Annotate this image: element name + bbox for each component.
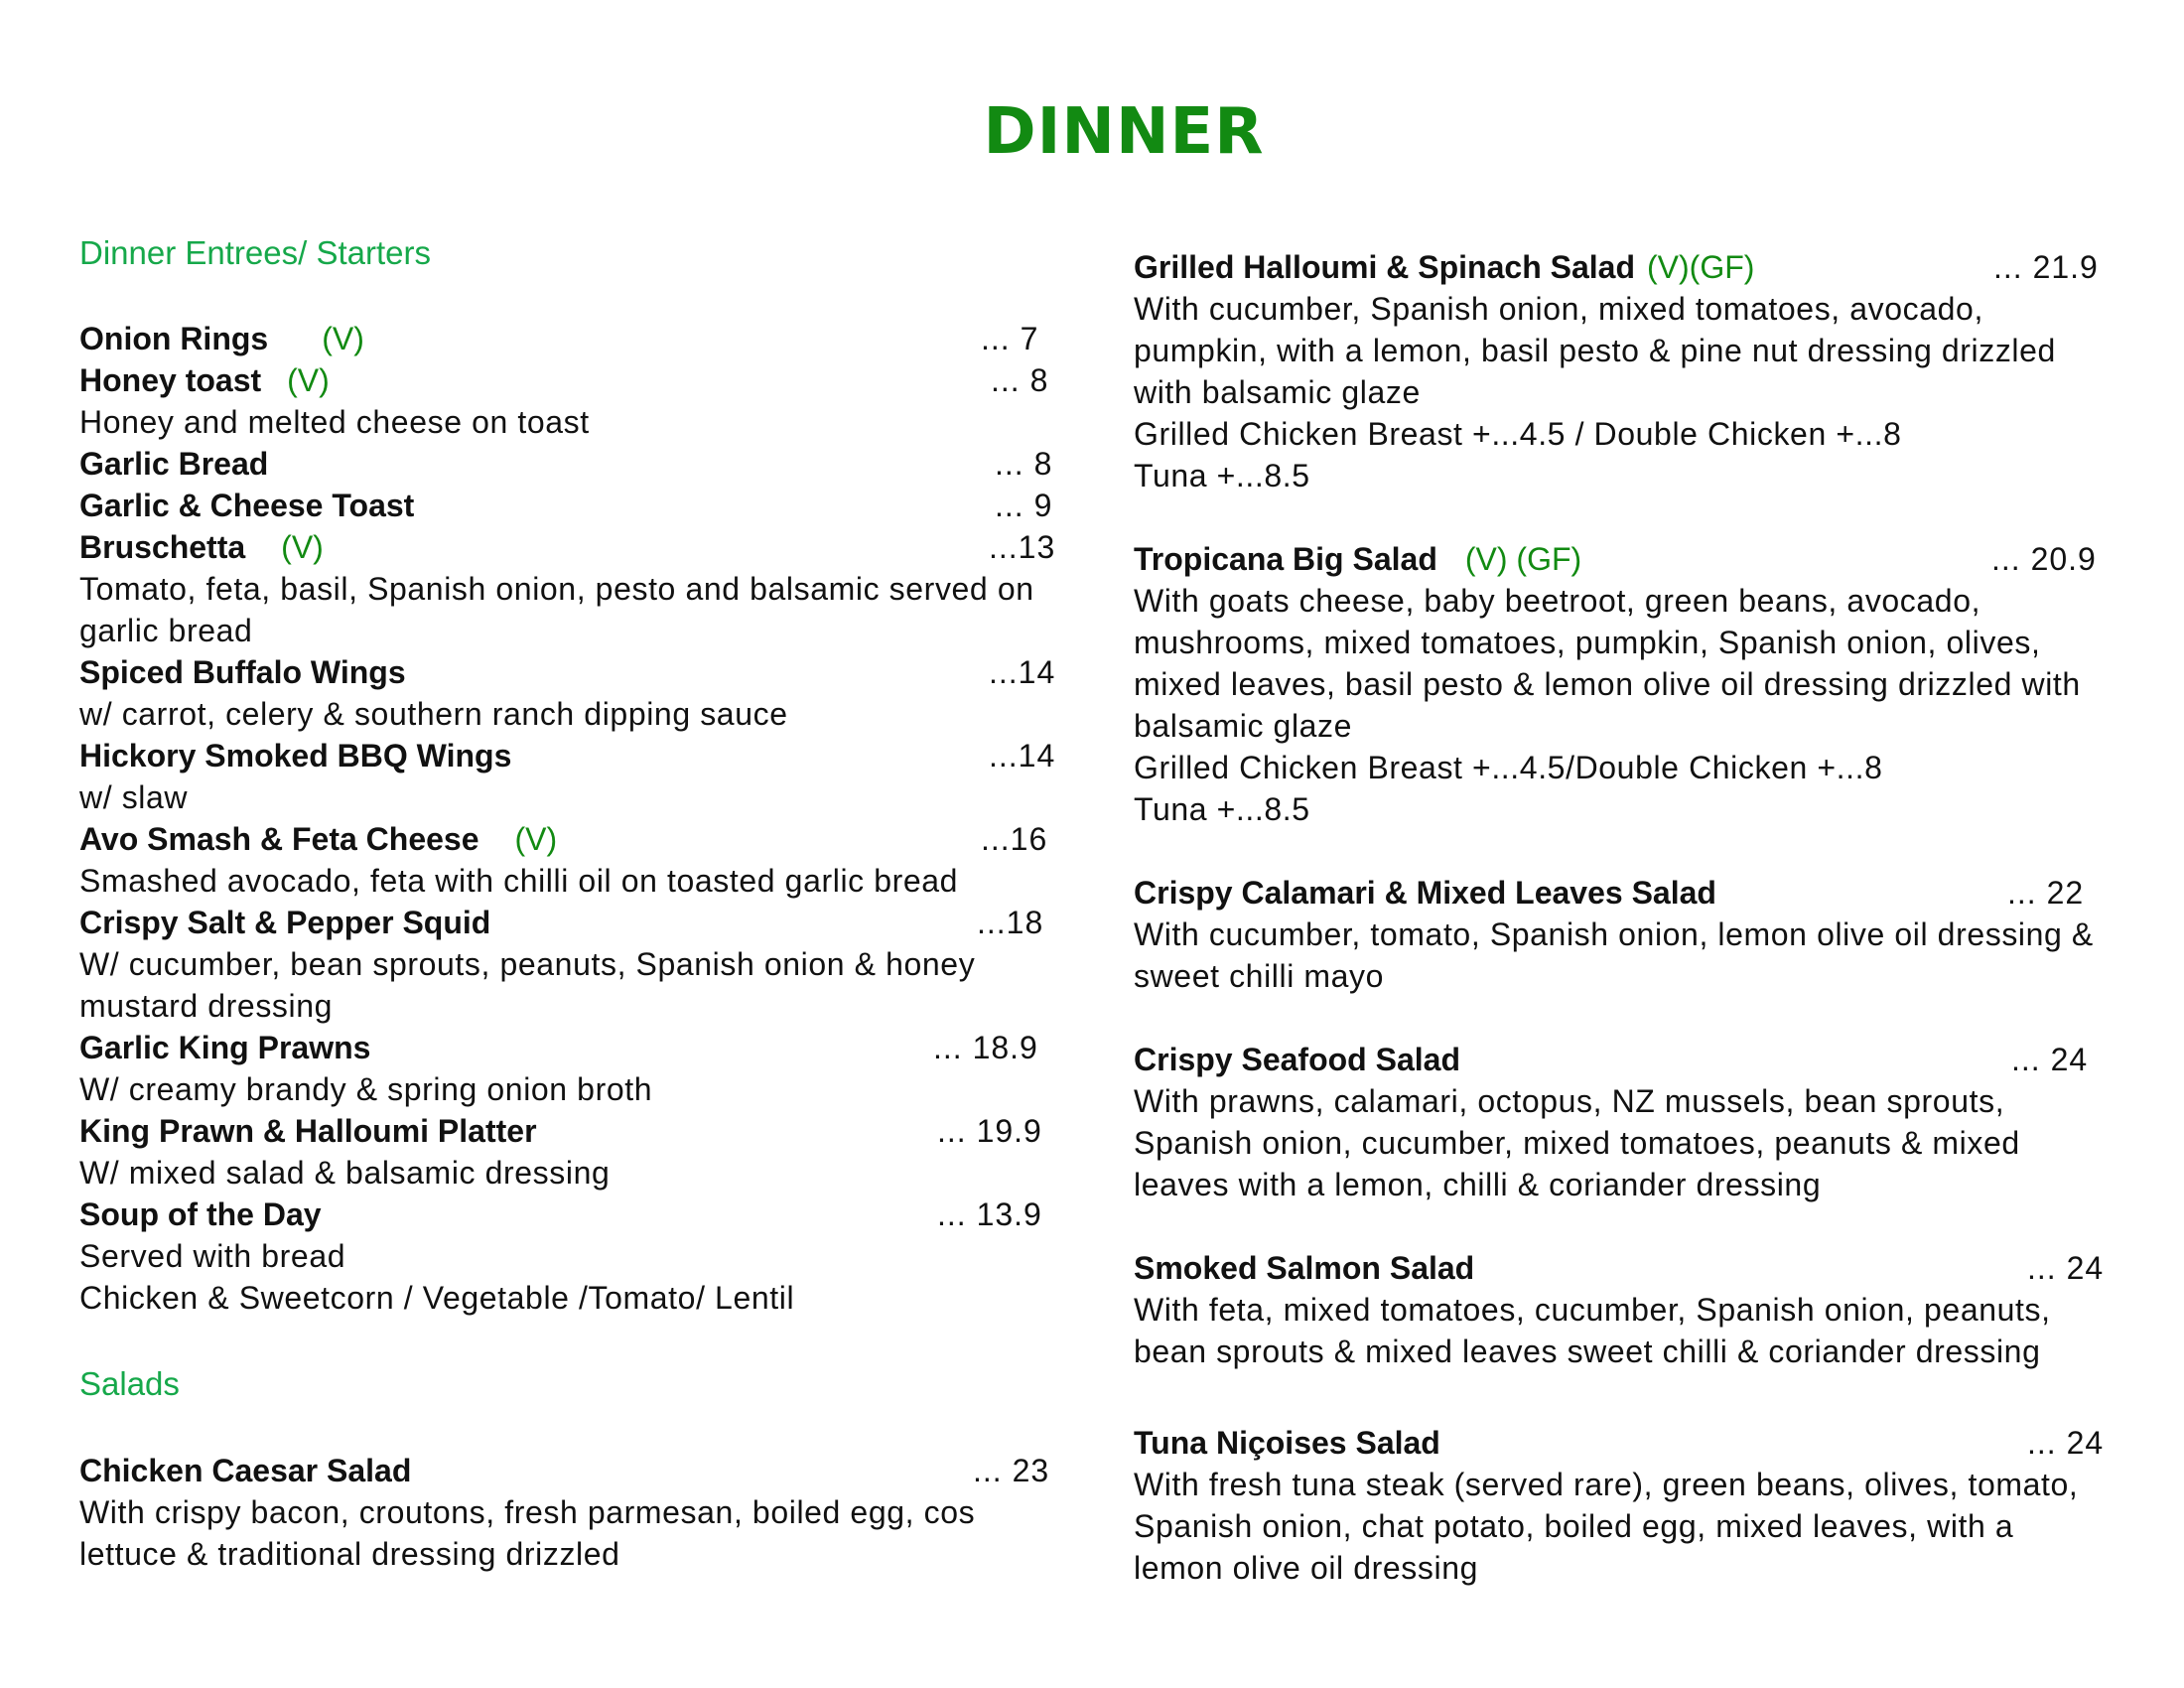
menu-item-smoked-salmon-salad <box>1134 1247 2116 1372</box>
item-name: Spiced Buffalo Wings <box>79 654 406 690</box>
item-price: ... 8 <box>995 446 1053 482</box>
item-description: w/ carrot, celery & southern ranch dipping sauce <box>79 696 788 732</box>
item-description: garlic bread <box>79 613 253 648</box>
menu-item-hickory-bbq-wings <box>79 735 1072 818</box>
item-price: ... 8 <box>991 362 1049 398</box>
item-description: mushrooms, mixed tomatoes, pumpkin, Spanish onion, olives, <box>1134 625 2041 660</box>
item-name: Grilled Halloumi & Spinach Salad <box>1134 249 1635 285</box>
menu-item-crispy-calamari-salad <box>1134 872 2116 997</box>
item-name: Avo Smash & Feta Cheese <box>79 821 479 857</box>
item-name: Crispy Calamari & Mixed Leaves Salad <box>1134 875 1716 911</box>
item-description: Grilled Chicken Breast +...4.5/Double Chicken +...8 <box>1134 750 1883 785</box>
item-description: Spanish onion, chat potato, boiled egg, mixed leaves, with a <box>1134 1508 2014 1544</box>
item-description: sweet chilli mayo <box>1134 958 1385 994</box>
item-tag: (V) <box>514 821 558 857</box>
menu-item-garlic-cheese-toast <box>79 485 1072 526</box>
item-price: ... 24 <box>2011 1042 2089 1077</box>
item-price: ... 22 <box>2007 875 2085 911</box>
item-name: Garlic Bread <box>79 446 269 482</box>
item-description: bean sprouts & mixed leaves sweet chilli & coriander dressing <box>1134 1334 2041 1369</box>
item-name: King Prawn & Halloumi Platter <box>79 1113 537 1149</box>
item-name: Chicken Caesar Salad <box>79 1453 412 1488</box>
item-name: Crispy Seafood Salad <box>1134 1042 1460 1077</box>
item-description: Chicken & Sweetcorn / Vegetable /Tomato/ Lentil <box>79 1280 795 1316</box>
menu-item-crispy-seafood-salad <box>1134 1039 2116 1205</box>
item-description: mustard dressing <box>79 988 334 1024</box>
item-description: Tuna +...8.5 <box>1134 458 1310 493</box>
menu-item-tuna-nicoise-salad <box>1134 1422 2116 1589</box>
item-name: Onion Rings <box>79 321 269 356</box>
item-price: ... 18.9 <box>933 1030 1038 1065</box>
item-name: Bruschetta <box>79 529 246 565</box>
starters-heading: Dinner Entrees/ Starters <box>79 234 431 271</box>
item-description: with balsamic glaze <box>1134 374 1421 410</box>
menu-item-grilled-halloumi-salad <box>1134 246 2116 496</box>
item-price: ...16 <box>981 821 1048 857</box>
item-name: Tuna Niçoises Salad <box>1134 1425 1440 1461</box>
item-description: With goats cheese, baby beetroot, green beans, avocado, <box>1134 583 1981 619</box>
item-name: Crispy Salt & Pepper Squid <box>79 905 491 940</box>
item-description: W/ creamy brandy & spring onion broth <box>79 1071 653 1107</box>
item-price: ... 24 <box>2027 1425 2105 1461</box>
item-description: balsamic glaze <box>1134 708 1353 744</box>
item-tag: (V) <box>281 529 324 565</box>
item-name: Garlic King Prawns <box>79 1030 371 1065</box>
menu-item-garlic-king-prawns <box>79 1027 1072 1110</box>
item-price: ... 19.9 <box>937 1113 1042 1149</box>
menu-item-garlic-bread <box>79 443 1072 485</box>
menu-item-avo-smash <box>79 818 1072 902</box>
item-name: Hickory Smoked BBQ Wings <box>79 738 512 774</box>
item-description: Honey and melted cheese on toast <box>79 404 590 440</box>
item-price: ... 21.9 <box>1993 249 2099 285</box>
item-price: ...13 <box>989 529 1056 565</box>
item-description: lemon olive oil dressing <box>1134 1550 1479 1586</box>
item-price: ... 9 <box>995 488 1053 523</box>
item-price: ... 20.9 <box>1991 541 2097 577</box>
item-description: Tomato, feta, basil, Spanish onion, pesto and balsamic served on <box>79 571 1034 607</box>
item-price: ...14 <box>989 654 1056 690</box>
item-price: ... 24 <box>2027 1250 2105 1286</box>
item-tag: (V) (GF) <box>1464 541 1582 577</box>
menu-item-chicken-caesar-salad <box>79 1450 1072 1575</box>
item-name: Tropicana Big Salad <box>1134 541 1437 577</box>
item-description: With fresh tuna steak (served rare), green beans, olives, tomato, <box>1134 1467 2079 1502</box>
item-description: lettuce & traditional dressing drizzled <box>79 1536 620 1572</box>
salads-heading: Salads <box>79 1365 180 1402</box>
item-price: ...18 <box>977 905 1044 940</box>
item-description: With prawns, calamari, octopus, NZ mussels, bean sprouts, <box>1134 1083 2005 1119</box>
item-price: ... 7 <box>981 321 1039 356</box>
item-tag: (V)(GF) <box>1647 249 1755 285</box>
item-description: With feta, mixed tomatoes, cucumber, Spanish onion, peanuts, <box>1134 1292 2051 1328</box>
item-description: Spanish onion, cucumber, mixed tomatoes, peanuts & mixed <box>1134 1125 2020 1161</box>
item-price: ... 13.9 <box>937 1196 1042 1232</box>
menu-item-soup-of-the-day <box>79 1194 1072 1319</box>
menu-item-spiced-buffalo-wings <box>79 651 1072 735</box>
item-description: W/ cucumber, bean sprouts, peanuts, Spanish onion & honey <box>79 946 976 982</box>
item-description: Served with bread <box>79 1238 346 1274</box>
item-description: w/ slaw <box>79 779 189 815</box>
item-description: Smashed avocado, feta with chilli oil on toasted garlic bread <box>79 863 959 899</box>
menu-item-honey-toast <box>79 359 1072 443</box>
menu-item-bruschetta <box>79 526 1072 651</box>
item-name: Soup of the Day <box>79 1196 322 1232</box>
item-description: pumpkin, with a lemon, basil pesto & pine nut dressing drizzled <box>1134 333 2056 368</box>
item-name: Garlic & Cheese Toast <box>79 488 415 523</box>
menu-item-king-prawn-halloumi <box>79 1110 1072 1194</box>
menu-item-tropicana-big-salad <box>1134 538 2116 830</box>
item-tag: (V) <box>322 321 364 356</box>
item-description: W/ mixed salad & balsamic dressing <box>79 1155 611 1191</box>
item-price: ...14 <box>989 738 1056 774</box>
item-description: mixed leaves, basil pesto & lemon olive oil dressing drizzled with <box>1134 666 2081 702</box>
item-price: ... 23 <box>973 1453 1050 1488</box>
item-description: Tuna +...8.5 <box>1134 791 1310 827</box>
item-description: With cucumber, tomato, Spanish onion, lemon olive oil dressing & <box>1134 916 2094 952</box>
item-description: Grilled Chicken Breast +...4.5 / Double Chicken +...8 <box>1134 416 1902 452</box>
item-description: With crispy bacon, croutons, fresh parmesan, boiled egg, cos <box>79 1494 976 1530</box>
menu-item-salt-pepper-squid <box>79 902 1072 1027</box>
item-name: Smoked Salmon Salad <box>1134 1250 1475 1286</box>
item-name: Honey toast <box>79 362 262 398</box>
item-tag: (V) <box>287 362 330 398</box>
item-description: leaves with a lemon, chilli & coriander dressing <box>1134 1167 1822 1202</box>
item-description: With cucumber, Spanish onion, mixed tomatoes, avocado, <box>1134 291 1983 327</box>
menu-item-onion-rings <box>79 318 1072 359</box>
page-title: DINNER <box>983 95 1265 169</box>
